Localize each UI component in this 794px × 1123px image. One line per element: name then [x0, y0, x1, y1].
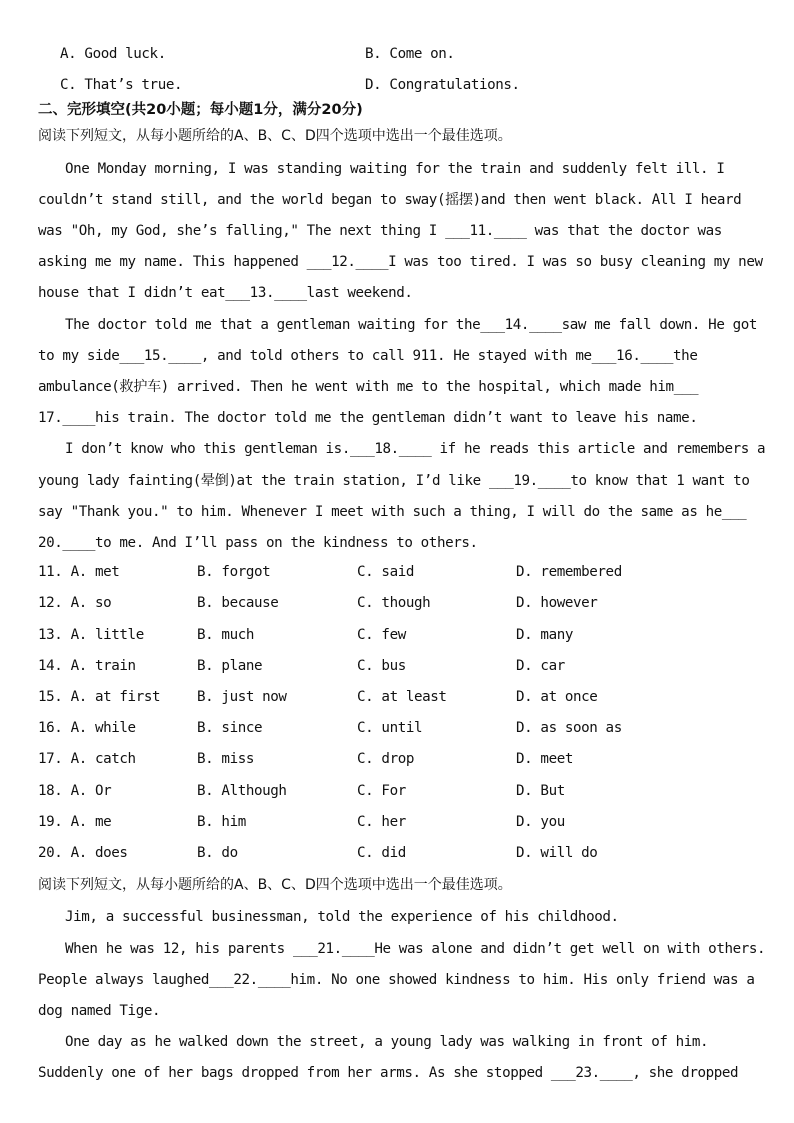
question-19-c: C. her — [357, 814, 406, 830]
passage1-line-8: ambulance(救护车) arrived. Then he went with me to the hospital, which made him___ — [38, 379, 699, 395]
question-17-d: D. meet — [516, 751, 573, 767]
passage1-line-4: asking me my name. This happened ___12.____I was too tired. I was so busy cleaning my new — [38, 254, 763, 270]
question-15-b: B. just now — [197, 689, 287, 705]
passage1-line-7: to my side___15.____, and told others to call 911. He stayed with me___16.____the — [38, 348, 698, 364]
passage1-line-11: young lady fainting(晕倒)at the train station, I’d like ___19.____to know that 1 want to — [38, 473, 750, 489]
question-13-d: D. many — [516, 627, 573, 643]
passage1-line-6: The doctor told me that a gentleman waiting for the___14.____saw me fall down. He got — [65, 317, 758, 333]
question-17-c: C. drop — [357, 751, 414, 767]
question-18-c: C. For — [357, 783, 406, 799]
passage1-line-1: One Monday morning, I was standing waiting for the train and suddenly felt ill. I — [65, 161, 725, 177]
question-11-a: 11. A. met — [38, 564, 120, 580]
section-heading: 二、完形填空(共20小题；每小题1分，满分20分) — [38, 102, 363, 118]
question-11-c: C. said — [357, 564, 414, 580]
passage1-line-12: say "Thank you." to him. Whenever I meet with such a thing, I will do the same as he___ — [38, 504, 747, 520]
question-15-c: C. at least — [357, 689, 447, 705]
passage1-line-10: I don’t know who this gentleman is.___18.____ if he reads this article and remembers a — [65, 441, 766, 457]
top-option-a: A. Good luck. — [60, 46, 166, 62]
passage1-line-9: 17.____his train. The doctor told me the gentleman didn’t want to leave his name. — [38, 410, 698, 426]
question-16-a: 16. A. while — [38, 720, 136, 736]
question-19-d: D. you — [516, 814, 565, 830]
question-16-c: C. until — [357, 720, 423, 736]
question-17-a: 17. A. catch — [38, 751, 136, 767]
question-12-b: B. because — [197, 595, 279, 611]
passage2-line-1: Jim, a successful businessman, told the experience of his childhood. — [65, 909, 619, 925]
question-18-d: D. But — [516, 783, 565, 799]
passage1-line-3: was "Oh, my God, she’s falling," The next thing I ___11.____ was that the doctor was — [38, 223, 722, 239]
question-20-a: 20. A. does — [38, 845, 128, 861]
question-11-d: D. remembered — [516, 564, 622, 580]
question-12-c: C. though — [357, 595, 431, 611]
instruction-2: 阅读下列短文，从每小题所给的A、B、C、D四个选项中选出一个最佳选项。 — [38, 877, 512, 893]
instruction-1: 阅读下列短文，从每小题所给的A、B、C、D四个选项中选出一个最佳选项。 — [38, 128, 512, 144]
question-13-c: C. few — [357, 627, 406, 643]
question-15-a: 15. A. at first — [38, 689, 161, 705]
passage1-line-2: couldn’t stand still, and the world began to sway(摇摆)and then went black. All I heard — [38, 192, 742, 208]
question-19-b: B. him — [197, 814, 246, 830]
passage2-line-2: When he was 12, his parents ___21.____He was alone and didn’t get well on with others. — [65, 941, 766, 957]
passage2-line-3: People always laughed___22.____him. No one showed kindness to him. His only friend was a — [38, 972, 755, 988]
question-19-a: 19. A. me — [38, 814, 112, 830]
question-15-d: D. at once — [516, 689, 598, 705]
question-14-a: 14. A. train — [38, 658, 136, 674]
question-20-d: D. will do — [516, 845, 598, 861]
top-option-c: C. That’s true. — [60, 77, 183, 93]
question-16-b: B. since — [197, 720, 263, 736]
question-11-b: B. forgot — [197, 564, 271, 580]
question-17-b: B. miss — [197, 751, 254, 767]
question-14-c: C. bus — [357, 658, 406, 674]
question-12-d: D. however — [516, 595, 598, 611]
question-14-b: B. plane — [197, 658, 263, 674]
passage1-line-13: 20.____to me. And I’ll pass on the kindness to others. — [38, 535, 478, 551]
question-13-a: 13. A. little — [38, 627, 144, 643]
question-12-a: 12. A. so — [38, 595, 112, 611]
passage1-line-5: house that I didn’t eat___13.____last weekend. — [38, 285, 413, 301]
passage2-line-5: One day as he walked down the street, a young lady was walking in front of him. — [65, 1034, 709, 1050]
question-20-c: C. did — [357, 845, 406, 861]
question-16-d: D. as soon as — [516, 720, 622, 736]
passage2-line-6: Suddenly one of her bags dropped from her arms. As she stopped ___23.____, she dropped — [38, 1065, 739, 1081]
top-option-d: D. Congratulations. — [365, 77, 520, 93]
passage2-line-4: dog named Tige. — [38, 1003, 161, 1019]
question-18-b: B. Although — [197, 783, 287, 799]
question-20-b: B. do — [197, 845, 238, 861]
question-18-a: 18. A. Or — [38, 783, 112, 799]
question-13-b: B. much — [197, 627, 254, 643]
question-14-d: D. car — [516, 658, 565, 674]
top-option-b: B. Come on. — [365, 46, 455, 62]
